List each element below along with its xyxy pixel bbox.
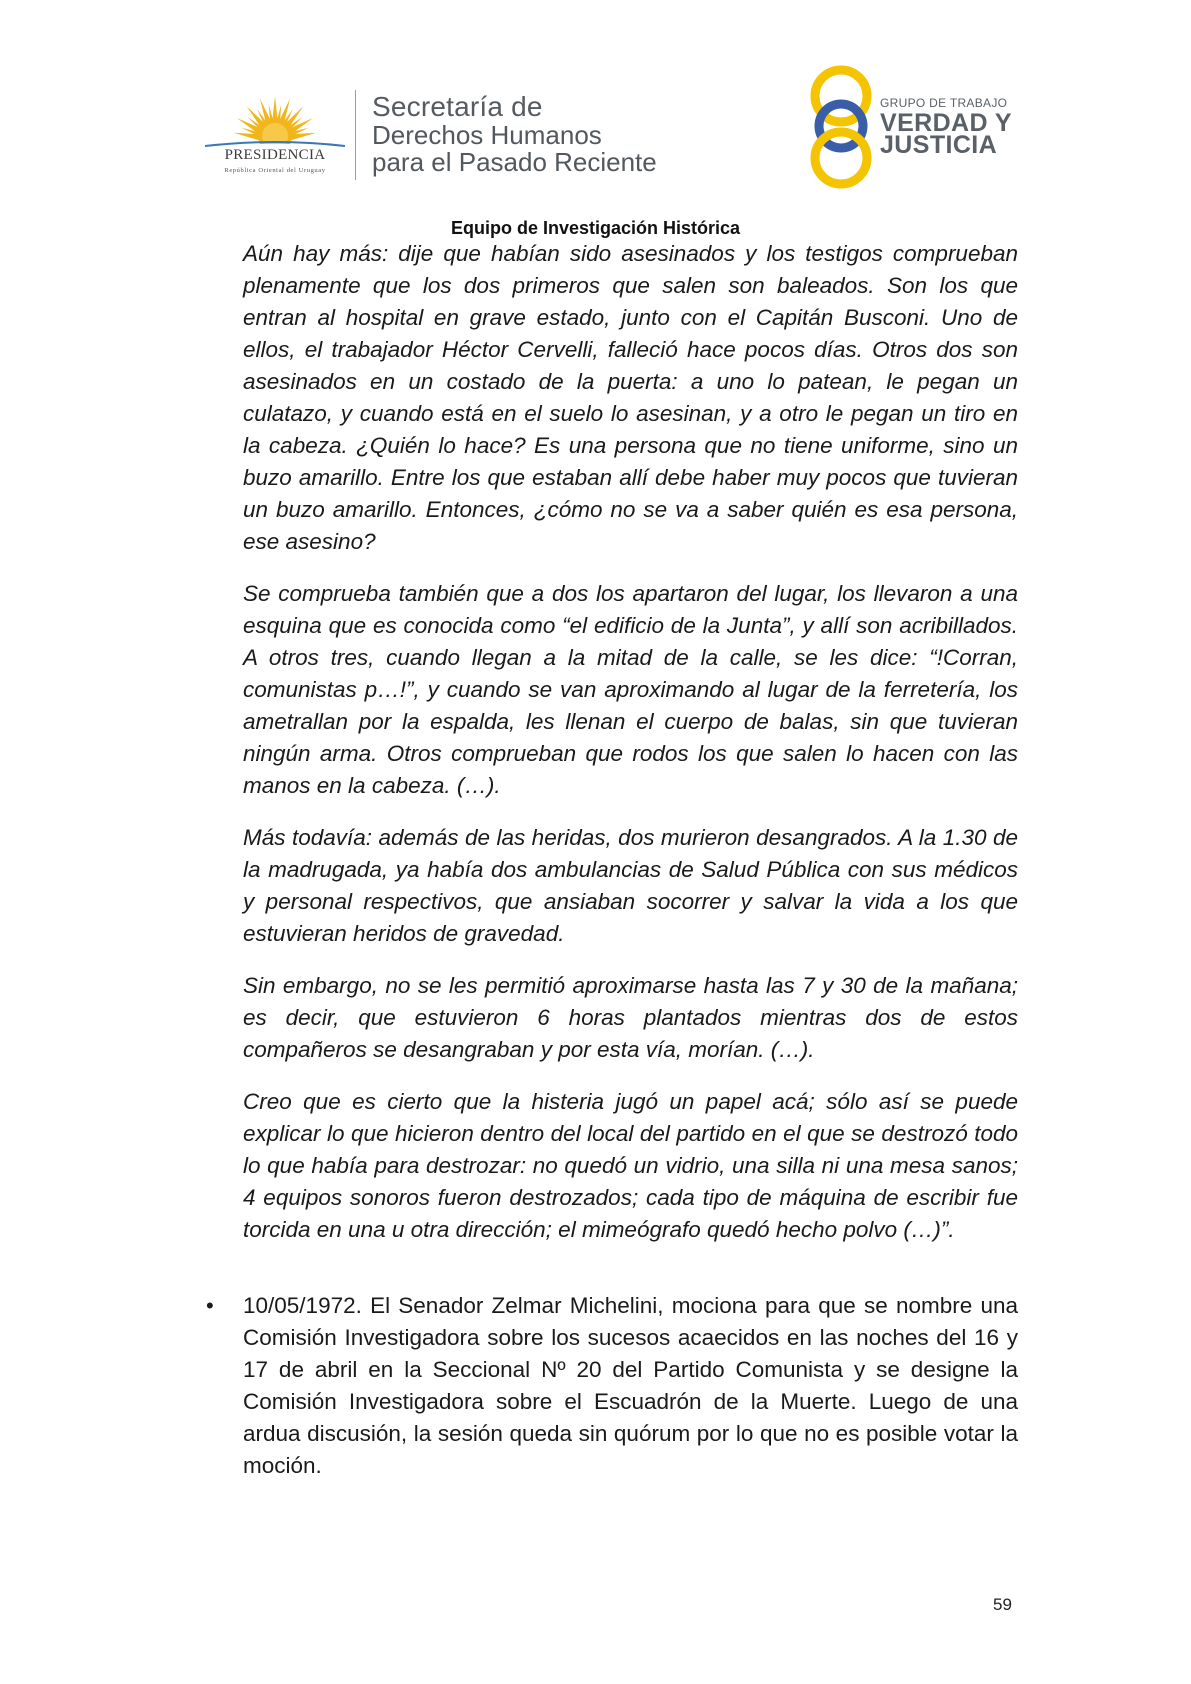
presidencia-logo	[196, 84, 354, 180]
presidencia-name: PRESIDENCIA	[224, 147, 326, 163]
justicia-label: JUSTICIA	[880, 131, 998, 159]
quote-paragraph: Se comprueba también que a dos los apartaron del lugar, los llevaron a una esquina que es conocida como “el edificio de la Junta”, y allí son acribillados. A otros tres, cuando llegan a la mitad de la calle, se les dice: “!Corran, comunistas p…!”, y cuando se van aproximando al lugar de la ferretería, los ametrallan por la espalda, les llenan el cuerpo de balas, sin que tuvieran ningún arma. Otros comprueban que rodos los que salen lo hacen con las manos en la cabeza. (…).	[243, 581, 1018, 798]
secretaria-line1: Secretaría de	[372, 91, 543, 122]
team-title: Equipo de Investigación Histórica	[450, 218, 741, 238]
sun-emblem-icon	[196, 84, 354, 148]
quote-paragraph: Aún hay más: dije que habían sido asesinados y los testigos comprueban plenamente que los dos primeros que salen son baleados. Son los que entran al hospital en grave estado, junto con el Capitán Busconi. Uno de ellos, el trabajador Héctor Cervelli, falleció hace pocos días. Otros dos son asesinados en un costado de la puerta: a uno lo patean, le pegan un culatazo, y cuando está en el suelo lo asesinan, y a otro le pegan un tiro en la cabeza. ¿Quién lo hace? Es una persona que no tiene uniforme, sino un buzo amarillo. Entre los que estaban allí debe haber muy pocos que tuvieran un buzo amarillo. Entonces, ¿cómo no se va a saber quién es esa persona, ese asesino?	[243, 241, 1018, 554]
presidencia-subtitle: República Oriental del Uruguay	[224, 167, 326, 174]
quote-paragraph: Creo que es cierto que la histeria jugó un papel acá; sólo así se puede explicar lo que hicieron dentro del local del partido en el que se destrozó todo lo que había para destrozar: no quedó un vidrio, una silla ni una mesa sanos; 4 equipos sonoros fueron destrozados; cada tipo de máquina de escribir fue torcida en una u otra dirección; el mimeógrafo quedó hecho polvo (…)”.	[243, 1089, 1018, 1242]
quote-block	[243, 238, 1018, 1266]
secretaria-wordmark	[372, 92, 657, 176]
quote-paragraph: Sin embargo, no se les permitió aproximarse hasta las 7 y 30 de la mañana; es decir, que estuvieron 6 horas plantados mientras dos de estos compañeros se desangraban y por esta vía, morían. (…).	[243, 973, 1018, 1062]
header-divider	[355, 90, 356, 180]
list-item	[206, 1290, 1018, 1482]
page-number: 59	[993, 1595, 1012, 1614]
quote-paragraph: Más todavía: además de las heridas, dos murieron desangrados. A la 1.30 de la madrugada, ya había dos ambulancias de Salud Pública con sus médicos y personal respectivos, que ansiaban socorrer y salvar la vida a los que estuvieran heridos de gravedad.	[243, 825, 1018, 946]
bullet-marker: •	[206, 1293, 214, 1318]
secretaria-line3: para el Pasado Reciente	[372, 147, 657, 177]
secretaria-line2: Derechos Humanos	[372, 120, 602, 150]
grupo-trabajo-label: GRUPO DE TRABAJO	[880, 96, 1008, 110]
verdad-label: VERDAD Y	[880, 109, 1012, 137]
bullet-text: 10/05/1972. El Senador Zelmar Michelini, mociona para que se nombre una Comisión Investigadora sobre los sucesos acaecidos en las noches del 16 y 17 de abril en la Seccional Nº 20 del Partido Comunista y se designe la Comisión Investigadora sobre el Escuadrón de la Muerte. Luego de una ardua discusión, la sesión queda sin quórum por lo que no es posible votar la moción.	[243, 1293, 1018, 1478]
